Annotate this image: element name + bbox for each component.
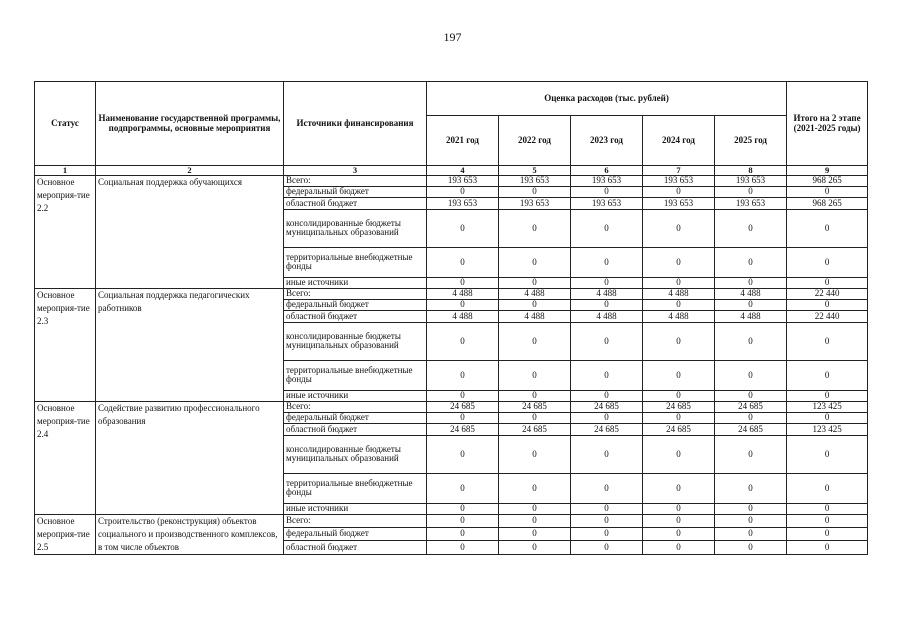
column-index: 7 [643, 166, 715, 176]
year-value-cell: 0 [643, 209, 715, 247]
year-value-cell: 4 488 [571, 288, 643, 299]
year-value-cell: 24 685 [571, 423, 643, 435]
year-value-cell: 4 488 [643, 288, 715, 299]
total-value-cell: 22 440 [787, 310, 868, 322]
year-value-cell: 24 685 [643, 423, 715, 435]
header-year-2022: 2022 год [499, 116, 571, 166]
year-value-cell: 0 [571, 540, 643, 554]
column-index: 1 [35, 166, 96, 176]
year-value-cell: 0 [427, 322, 499, 360]
year-value-cell: 0 [499, 503, 571, 514]
header-total: Итого на 2 этапе (2021-2025 годы) [787, 82, 868, 166]
year-value-cell: 24 685 [427, 401, 499, 412]
year-value-cell: 0 [427, 473, 499, 503]
year-value-cell: 0 [571, 527, 643, 540]
header-sources: Источники финансирования [284, 82, 427, 166]
total-value-cell: 0 [787, 527, 868, 540]
year-value-cell: 0 [571, 514, 643, 527]
year-value-cell: 0 [427, 299, 499, 310]
year-value-cell: 0 [427, 360, 499, 390]
total-value-cell: 968 265 [787, 175, 868, 186]
funding-source-cell: иные источники [284, 503, 427, 514]
year-value-cell: 0 [499, 514, 571, 527]
total-value-cell: 0 [787, 322, 868, 360]
funding-source-cell: консолидированные бюджеты муниципальных образований [284, 435, 427, 473]
funding-source-cell: федеральный бюджет [284, 186, 427, 197]
total-value-cell: 22 440 [787, 288, 868, 299]
funding-source-cell: федеральный бюджет [284, 527, 427, 540]
total-value-cell: 0 [787, 412, 868, 423]
year-value-cell: 193 653 [643, 175, 715, 186]
total-value-cell: 0 [787, 514, 868, 527]
year-value-cell: 0 [499, 277, 571, 288]
year-value-cell: 0 [643, 540, 715, 554]
funding-source-cell: территориальные внебюджетные фонды [284, 247, 427, 277]
year-value-cell: 193 653 [499, 175, 571, 186]
funding-source-cell: территориальные внебюджетные фонды [284, 360, 427, 390]
header-costs: Оценка расходов (тыс. рублей) [427, 82, 787, 116]
year-value-cell: 24 685 [715, 401, 787, 412]
budget-table [34, 81, 868, 555]
funding-source-cell: Всего: [284, 514, 427, 527]
total-value-cell: 0 [787, 503, 868, 514]
total-value-cell: 0 [787, 247, 868, 277]
year-value-cell: 4 488 [499, 310, 571, 322]
funding-source-cell: консолидированные бюджеты муниципальных образований [284, 209, 427, 247]
year-value-cell: 0 [715, 527, 787, 540]
year-value-cell: 0 [715, 514, 787, 527]
year-value-cell: 0 [427, 514, 499, 527]
total-value-cell: 0 [787, 435, 868, 473]
total-value-cell: 0 [787, 209, 868, 247]
year-value-cell: 0 [715, 473, 787, 503]
table-row [35, 288, 868, 299]
year-value-cell: 0 [427, 247, 499, 277]
year-value-cell: 0 [427, 186, 499, 197]
year-value-cell: 0 [499, 247, 571, 277]
year-value-cell: 0 [427, 435, 499, 473]
column-index: 3 [284, 166, 427, 176]
year-value-cell: 0 [643, 247, 715, 277]
funding-source-cell: Всего: [284, 401, 427, 412]
year-value-cell: 0 [715, 299, 787, 310]
year-value-cell: 0 [715, 186, 787, 197]
status-cell: Основное мероприя-тие 2.3 [35, 288, 96, 401]
table-row [35, 401, 868, 412]
year-value-cell: 0 [571, 503, 643, 514]
year-value-cell: 0 [571, 435, 643, 473]
status-cell: Основное мероприя-тие 2.2 [35, 175, 96, 288]
total-value-cell: 968 265 [787, 197, 868, 209]
funding-source-cell: иные источники [284, 277, 427, 288]
year-value-cell: 0 [715, 540, 787, 554]
year-value-cell: 0 [499, 540, 571, 554]
header-year-2024: 2024 год [643, 116, 715, 166]
year-value-cell: 0 [499, 322, 571, 360]
year-value-cell: 0 [427, 412, 499, 423]
total-value-cell: 123 425 [787, 401, 868, 412]
year-value-cell: 193 653 [427, 175, 499, 186]
funding-source-cell: федеральный бюджет [284, 412, 427, 423]
year-value-cell: 0 [715, 435, 787, 473]
year-value-cell: 4 488 [571, 310, 643, 322]
year-value-cell: 0 [499, 299, 571, 310]
total-value-cell: 0 [787, 540, 868, 554]
year-value-cell: 0 [499, 209, 571, 247]
year-value-cell: 0 [571, 247, 643, 277]
year-value-cell: 193 653 [715, 197, 787, 209]
table-header [35, 82, 868, 176]
funding-source-cell: областной бюджет [284, 310, 427, 322]
year-value-cell: 24 685 [643, 401, 715, 412]
funding-source-cell: Всего: [284, 288, 427, 299]
year-value-cell: 0 [571, 209, 643, 247]
header-year-2025: 2025 год [715, 116, 787, 166]
year-value-cell: 24 685 [715, 423, 787, 435]
funding-source-cell: консолидированные бюджеты муниципальных образований [284, 322, 427, 360]
year-value-cell: 0 [643, 514, 715, 527]
column-index: 8 [715, 166, 787, 176]
year-value-cell: 0 [499, 360, 571, 390]
funding-source-cell: областной бюджет [284, 197, 427, 209]
funding-source-cell: иные источники [284, 390, 427, 401]
year-value-cell: 0 [499, 435, 571, 473]
program-name-cell: Строительство (реконструкция) объектов социального и производственного комплексов, в том числе объектов [96, 514, 284, 554]
header-status: Статус [35, 82, 96, 166]
year-value-cell: 24 685 [427, 423, 499, 435]
year-value-cell: 0 [499, 473, 571, 503]
year-value-cell: 0 [715, 390, 787, 401]
year-value-cell: 193 653 [571, 197, 643, 209]
funding-source-cell: Всего: [284, 175, 427, 186]
total-value-cell: 0 [787, 473, 868, 503]
year-value-cell: 4 488 [715, 288, 787, 299]
column-index: 9 [787, 166, 868, 176]
year-value-cell: 4 488 [427, 310, 499, 322]
year-value-cell: 0 [715, 360, 787, 390]
total-value-cell: 0 [787, 186, 868, 197]
year-value-cell: 193 653 [499, 197, 571, 209]
year-value-cell: 0 [571, 390, 643, 401]
column-index: 2 [96, 166, 284, 176]
year-value-cell: 0 [427, 503, 499, 514]
year-value-cell: 0 [571, 277, 643, 288]
year-value-cell: 193 653 [571, 175, 643, 186]
year-value-cell: 4 488 [499, 288, 571, 299]
year-value-cell: 193 653 [715, 175, 787, 186]
year-value-cell: 24 685 [499, 401, 571, 412]
year-value-cell: 0 [571, 473, 643, 503]
year-value-cell: 0 [643, 473, 715, 503]
year-value-cell: 0 [571, 299, 643, 310]
year-value-cell: 0 [643, 527, 715, 540]
table-body [35, 175, 868, 554]
year-value-cell: 0 [643, 277, 715, 288]
year-value-cell: 0 [643, 186, 715, 197]
total-value-cell: 0 [787, 360, 868, 390]
year-value-cell: 0 [499, 390, 571, 401]
year-value-cell: 0 [499, 527, 571, 540]
column-index: 4 [427, 166, 499, 176]
year-value-cell: 0 [427, 540, 499, 554]
total-value-cell: 0 [787, 277, 868, 288]
table-row [35, 514, 868, 527]
year-value-cell: 193 653 [643, 197, 715, 209]
year-value-cell: 0 [715, 247, 787, 277]
year-value-cell: 0 [643, 412, 715, 423]
funding-source-cell: федеральный бюджет [284, 299, 427, 310]
funding-source-cell: областной бюджет [284, 540, 427, 554]
column-index: 5 [499, 166, 571, 176]
year-value-cell: 0 [571, 360, 643, 390]
program-name-cell: Содействие развитию профессионального образования [96, 401, 284, 514]
year-value-cell: 0 [571, 322, 643, 360]
column-index-row [35, 166, 868, 176]
year-value-cell: 4 488 [715, 310, 787, 322]
year-value-cell: 0 [427, 209, 499, 247]
year-value-cell: 0 [427, 527, 499, 540]
year-value-cell: 24 685 [499, 423, 571, 435]
year-value-cell: 0 [499, 412, 571, 423]
year-value-cell: 0 [643, 390, 715, 401]
year-value-cell: 0 [643, 360, 715, 390]
header-year-2021: 2021 год [427, 116, 499, 166]
year-value-cell: 0 [643, 435, 715, 473]
year-value-cell: 0 [427, 277, 499, 288]
total-value-cell: 0 [787, 299, 868, 310]
program-name-cell: Социальная поддержка обучающихся [96, 175, 284, 288]
total-value-cell: 0 [787, 390, 868, 401]
program-name-cell: Социальная поддержка педагогических работников [96, 288, 284, 401]
year-value-cell: 0 [715, 412, 787, 423]
year-value-cell: 4 488 [427, 288, 499, 299]
year-value-cell: 0 [427, 390, 499, 401]
year-value-cell: 0 [571, 412, 643, 423]
funding-source-cell: областной бюджет [284, 423, 427, 435]
year-value-cell: 193 653 [427, 197, 499, 209]
total-value-cell: 123 425 [787, 423, 868, 435]
year-value-cell: 0 [499, 186, 571, 197]
year-value-cell: 0 [643, 299, 715, 310]
page-number: 197 [443, 30, 462, 44]
funding-source-cell: территориальные внебюджетные фонды [284, 473, 427, 503]
year-value-cell: 0 [715, 277, 787, 288]
year-value-cell: 0 [571, 186, 643, 197]
header-year-2023: 2023 год [571, 116, 643, 166]
table-row [35, 175, 868, 186]
header-name: Наименование государственной программы, подпрограммы, основные мероприятия [96, 82, 284, 166]
year-value-cell: 0 [715, 209, 787, 247]
status-cell: Основное мероприя-тие 2.4 [35, 401, 96, 514]
year-value-cell: 0 [715, 503, 787, 514]
year-value-cell: 0 [643, 322, 715, 360]
column-index: 6 [571, 166, 643, 176]
year-value-cell: 24 685 [571, 401, 643, 412]
year-value-cell: 0 [715, 322, 787, 360]
year-value-cell: 4 488 [643, 310, 715, 322]
status-cell: Основное мероприя-тие 2.5 [35, 514, 96, 554]
year-value-cell: 0 [643, 503, 715, 514]
